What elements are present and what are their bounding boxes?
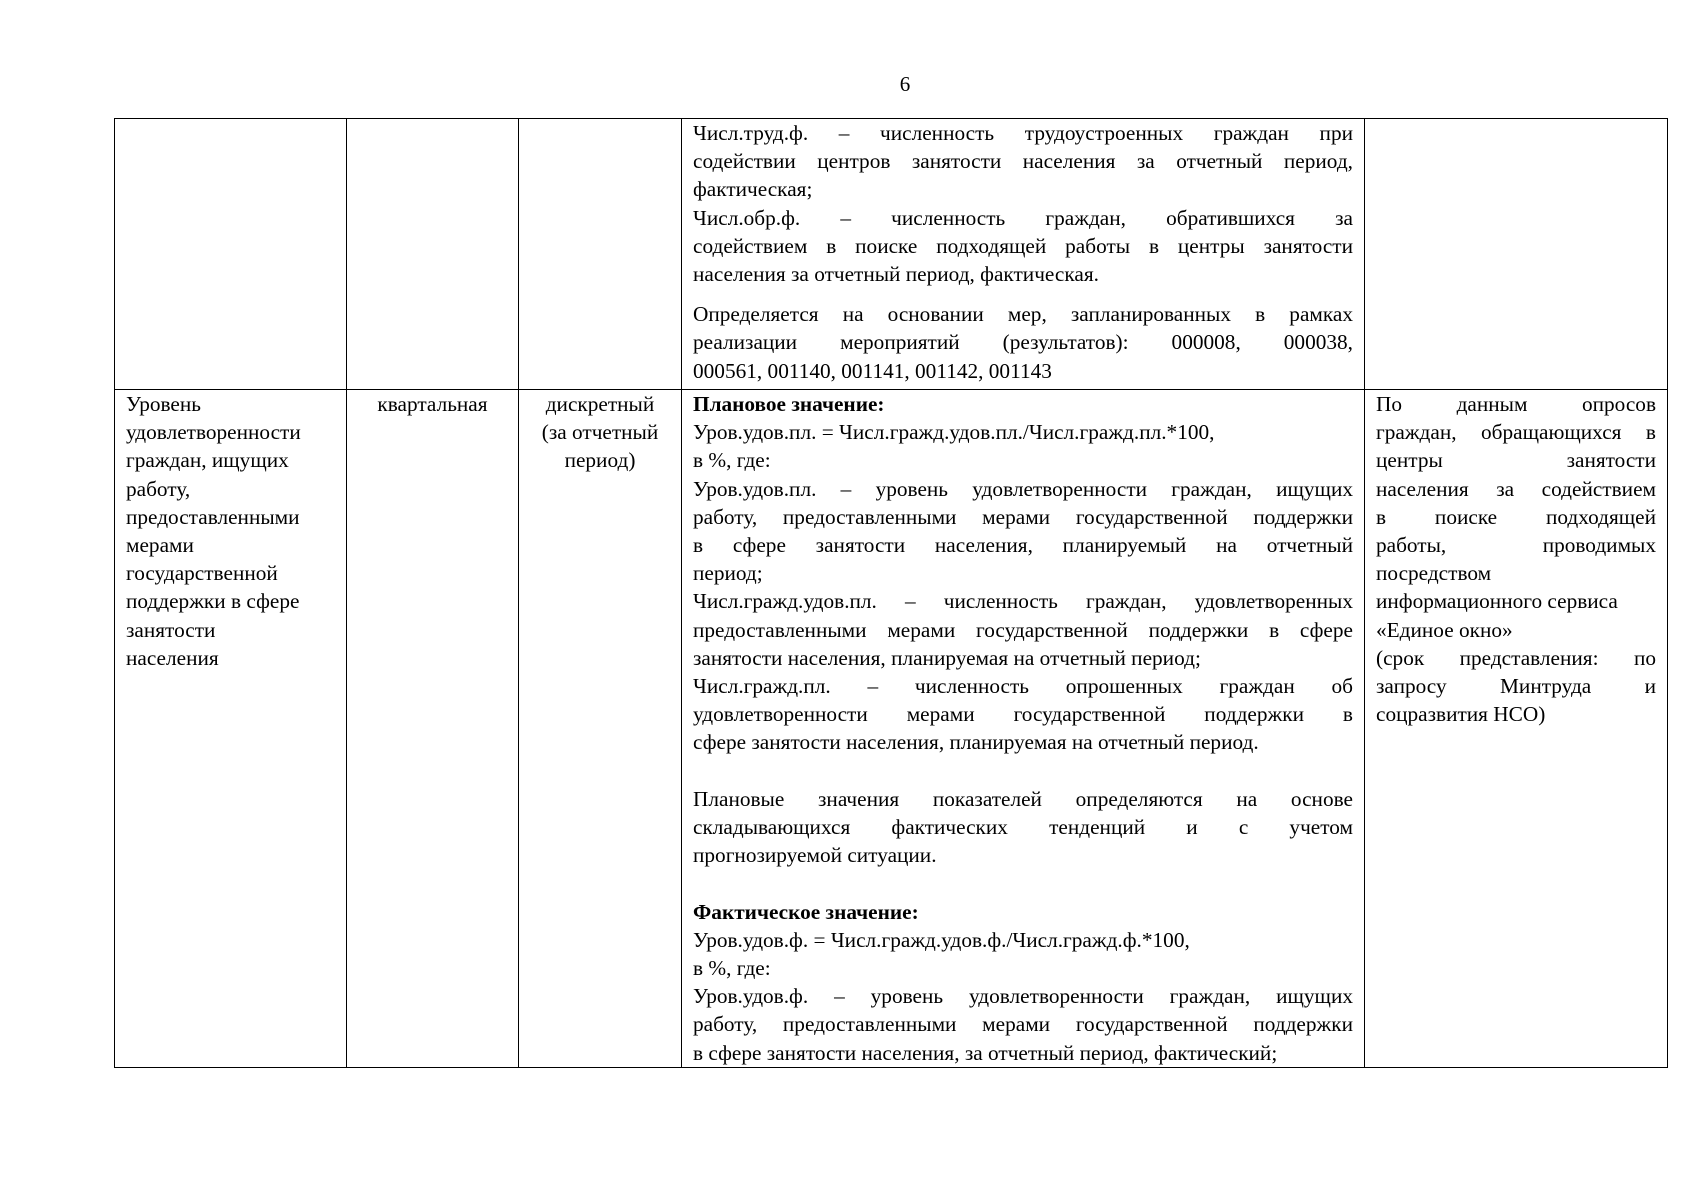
- plan-line: период;: [693, 561, 763, 586]
- plan-note-line: прогнозируемой ситуации.: [693, 843, 937, 868]
- source-line: (срок представления: по: [1376, 645, 1656, 670]
- indicator-cell: [115, 390, 347, 1068]
- indicator-name-line: удовлетворенности: [126, 420, 301, 445]
- formula-line: Числ.обр.ф. – численность граждан, обратившихся за: [693, 205, 1353, 230]
- fact-formula: Уров.удов.ф. = Числ.гражд.удов.ф./Числ.гражд.ф.*100,: [693, 927, 1190, 952]
- source-line: граждан, обращающихся в: [1376, 420, 1656, 445]
- plan-line: предоставленными мерами государственной поддержки в сфере: [693, 617, 1353, 642]
- fact-heading: Фактическое значение:: [693, 899, 919, 924]
- plan-unit: в %, где:: [693, 448, 771, 473]
- source-line: По данным опросов: [1376, 392, 1656, 416]
- formula-line: фактическая;: [693, 177, 813, 202]
- source-line: посредством: [1376, 561, 1492, 586]
- plan-heading: Плановое значение:: [693, 392, 885, 416]
- periodicity-cell: [347, 119, 519, 390]
- indicator-name-line: Уровень: [126, 392, 201, 416]
- plan-line: сфере занятости населения, планируемая на отчетный период.: [693, 730, 1259, 755]
- plan-formula: Уров.удов.пл. = Числ.гражд.удов.пл./Числ.гражд.пл.*100,: [693, 420, 1215, 445]
- indicator-name-line: мерами: [126, 533, 194, 558]
- method-cell: [682, 390, 1365, 1068]
- indicator-name-line: занятости: [126, 617, 216, 642]
- table-row: [115, 119, 1668, 390]
- basis-line: реализации мероприятий (результатов): 000008, 000038,: [693, 330, 1353, 355]
- plan-note-line: Плановые значения показателей определяются на основе: [693, 786, 1353, 811]
- basis-line: Определяется на основании мер, запланированных в рамках: [693, 302, 1353, 327]
- periodicity-value: квартальная: [377, 392, 488, 416]
- table-row: [115, 390, 1668, 1068]
- formula-line: населения за отчетный период, фактическая.: [693, 262, 1099, 287]
- plan-line: Числ.гражд.пл. – численность опрошенных граждан об: [693, 674, 1353, 699]
- type-cell: [519, 390, 682, 1068]
- type-line: дискретный: [545, 392, 655, 416]
- plan-line: в сфере занятости населения, планируемый на отчетный: [693, 533, 1353, 558]
- method-cell: [682, 119, 1365, 390]
- source-cell: [1365, 390, 1668, 1068]
- indicator-name-line: работу,: [126, 476, 191, 501]
- type-line: (за отчетный: [541, 420, 659, 445]
- indicator-cell: [115, 119, 347, 390]
- plan-line: Числ.гражд.удов.пл. – численность граждан, удовлетворенных: [693, 589, 1353, 614]
- plan-line: Уров.удов.пл. – уровень удовлетворенности граждан, ищущих: [693, 476, 1353, 501]
- type-line: период): [564, 448, 636, 473]
- periodicity-cell: [347, 390, 519, 1068]
- plan-note-line: складывающихся фактических тенденций и с учетом: [693, 815, 1353, 840]
- source-cell: [1365, 119, 1668, 390]
- source-line: в поиске подходящей: [1376, 504, 1656, 529]
- fact-line: работу, предоставленными мерами государственной поддержки: [693, 1012, 1353, 1037]
- basis-line: 000561, 001140, 001141, 001142, 001143: [693, 358, 1052, 383]
- plan-line: работу, предоставленными мерами государственной поддержки: [693, 504, 1353, 529]
- formula-line: Числ.труд.ф. – численность трудоустроенных граждан при: [693, 121, 1353, 145]
- fact-line: в сфере занятости населения, за отчетный период, фактический;: [693, 1040, 1278, 1065]
- type-cell: [519, 119, 682, 390]
- indicator-name-line: государственной: [126, 561, 278, 586]
- source-line: информационного сервиса: [1376, 589, 1618, 614]
- source-line: запросу Минтруда и: [1376, 674, 1656, 699]
- source-line: «Единое окно»: [1376, 617, 1513, 642]
- source-line: населения за содействием: [1376, 476, 1656, 501]
- indicator-name-line: граждан, ищущих: [126, 448, 289, 473]
- source-line: соцразвития НСО): [1376, 702, 1546, 727]
- indicator-name-line: поддержки в сфере: [126, 589, 300, 614]
- formula-line: содействием в поиске подходящей работы в центры занятости: [693, 233, 1353, 258]
- source-line: центры занятости: [1376, 448, 1656, 473]
- source-line: работы, проводимых: [1376, 533, 1656, 558]
- indicator-name-line: населения: [126, 645, 219, 670]
- plan-line: занятости населения, планируемая на отчетный период;: [693, 645, 1201, 670]
- formula-line: содействии центров занятости населения за отчетный период,: [693, 149, 1353, 174]
- fact-line: Уров.удов.ф. – уровень удовлетворенности граждан, ищущих: [693, 984, 1353, 1009]
- page-number: 6: [899, 72, 911, 96]
- indicator-table: [114, 118, 1668, 1068]
- fact-unit: в %, где:: [693, 956, 771, 981]
- indicator-name-line: предоставленными: [126, 504, 300, 529]
- plan-line: удовлетворенности мерами государственной поддержки в: [693, 702, 1353, 727]
